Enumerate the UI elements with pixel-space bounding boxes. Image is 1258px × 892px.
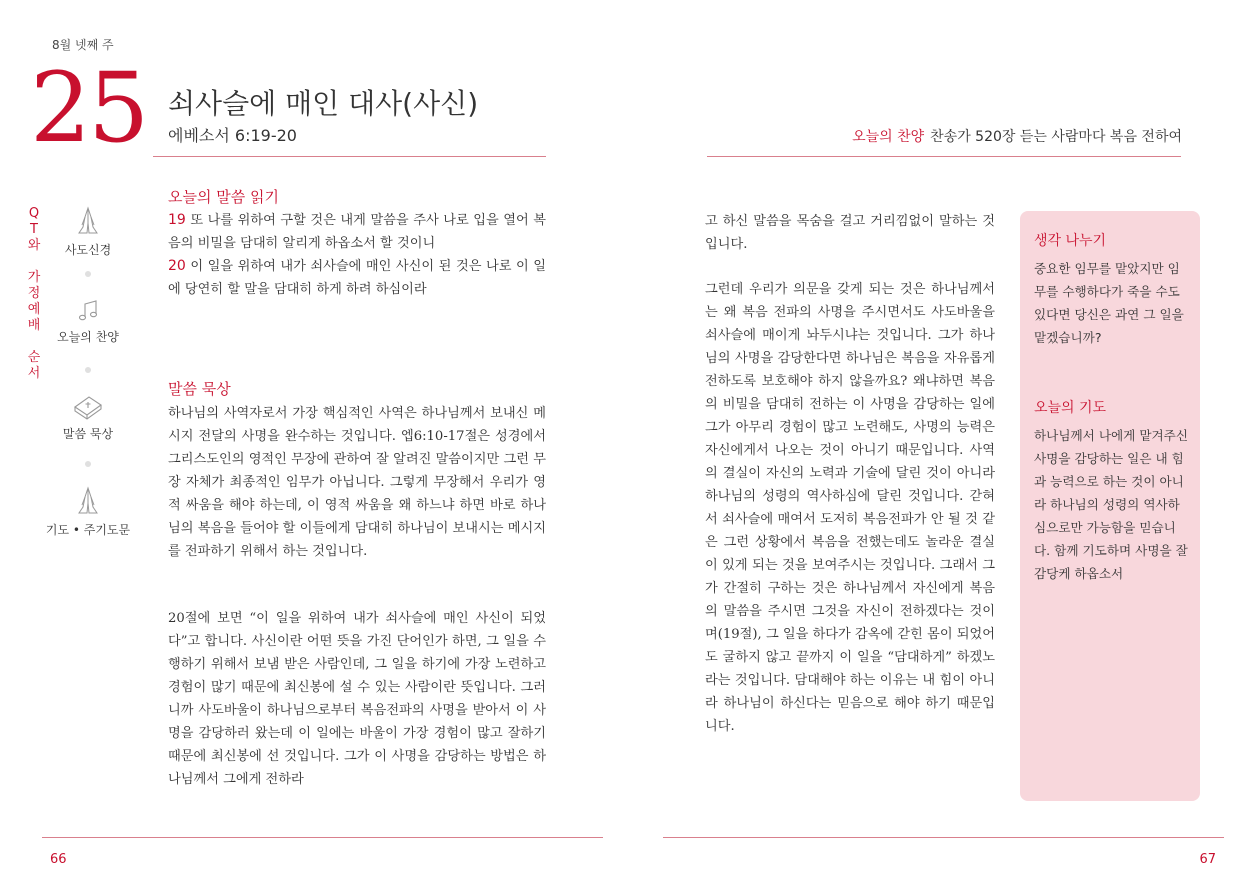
scripture-reference: 에베소서 6:19-20	[168, 126, 297, 145]
sidebar-item-label: 오늘의 찬양	[57, 330, 119, 344]
page-number: 66	[50, 852, 67, 867]
praise-text: 찬송가 520장 듣는 사람마다 복음 전하여	[930, 129, 1182, 145]
sidebar-item-label: 기도 • 주기도문	[45, 523, 131, 537]
prayer-heading: 오늘의 기도	[1034, 400, 1107, 416]
sidebar-dot	[85, 271, 91, 277]
verse-19	[168, 209, 546, 255]
week-label: 8월 넷째 주	[52, 38, 114, 52]
sidebar-item-meditation	[43, 393, 133, 442]
meditation-paragraph: 고 하신 말씀을 목숨을 걸고 거리낌없이 말하는 것입니다.	[705, 214, 995, 252]
sidebar-item-label: 사도신경	[64, 243, 112, 257]
footer-divider	[663, 837, 1224, 838]
page-number: 67	[1199, 852, 1216, 867]
praying-hands-icon	[73, 485, 103, 517]
sidebar-item-praise	[43, 298, 133, 345]
scripture-text	[168, 209, 546, 301]
sidebar-item-label: 말씀 묵상	[62, 427, 114, 441]
verse-number: 20	[168, 258, 186, 274]
page-title: 쇠사슬에 매인 대사(사신)	[168, 87, 479, 120]
sidebar-item-creed	[43, 205, 133, 258]
share-text: 중요한 임무를 맡았지만 임무를 수행하다가 죽을 수도 있다면 당신은 과연 그 일을 맡겠습니까?	[1034, 261, 1184, 345]
meditation-paragraph: 20절에 보면 “이 일을 위하여 내가 쇠사슬에 매인 사신이 되었다”고 합니다. 사신이란 어떤 뜻을 가진 단어인가 하면, 그 일을 수행하기 위해서 보냄 받은 사람인데, 그 일을 하기에 가장 노련하고 경험이 많기 때문에 최신봉에 설 수 있는 사람이란 뜻입니다. 그러니까 사도바울이 하나님으로부터 복음전파의 사명을 받아서 이 사명을 감당하러 왔는데 이 일에는 바울이 가장 경험이 많고 잘하기 때문에 최신봉에 선 것입니다. 그가 이 사명을 감당하는 방법은 하나님께서 그에게 전하라	[168, 611, 546, 787]
sidebar-item-prayer	[43, 485, 133, 538]
music-note-icon	[75, 298, 101, 324]
title-divider	[153, 156, 546, 157]
verse-number: 19	[168, 212, 186, 228]
meditation-paragraph: 그런데 우리가 의문을 갖게 되는 것은 하나님께서는 왜 복음 전파의 사명을 주시면서도 사도바울을 쇠사슬에 매이게 놔두시냐는 것입니다. 그가 하나님의 사명을 감당한다면 하나님은 복음을 자유롭게 전하도록 보호해야 하지 않을까요? 왜냐하면 복음의 비밀을 담대히 전하는 이 사명을 감당하는 일에 그가 아무리 경험이 많고 노련해도, 사명의 능력은 자신에게서 나오는 것이 아니기 때문입니다. 사역의 결실이 자신의 노력과 기술에 달린 것이 아니라 하나님의 성령의 역사하심에 달린 것입니다. 갇혀서 쇠사슬에 매여서 도저히 복음전파가 안 될 것 같은 그런 상황에서 복음을 전했는데도 놀라운 결실이 있게 되는 것을 보여주시는 것입니다. 그래서 그가 간절히 구하는 것은 하나님께서 자신에게 복음의 말씀을 주시면 그것을 자신이 전하겠다는 것이며(19절), 그 일을 하다가 감옥에 갇힌 몸이 되었어도 굴하지 않고 끝까지 이 일을 “담대하게” 하겠노라는 것입니다. 담대해야 하는 이유는 내 힘이 아니라 하나님이 하신다는 믿음으로 해야 하기 때문입니다.	[705, 282, 995, 734]
sidebar-dot	[85, 367, 91, 373]
praying-hands-icon	[73, 205, 103, 237]
praise-divider	[707, 156, 1181, 157]
share-heading: 생각 나누기	[1034, 233, 1107, 249]
prayer-text: 하나님께서 나에게 맡겨주신 사명을 감당하는 일은 내 힘과 능력으로 하는 것이 아니라 하나님의 성령의 역사하심으로만 가능함을 믿습니다. 함께 기도하며 사명을 잘 감당케 하옵소서	[1034, 428, 1188, 581]
sidebar-dot	[85, 461, 91, 467]
praise-line	[852, 126, 1182, 146]
day-number: 25	[30, 52, 147, 164]
footer-divider	[42, 837, 603, 838]
verse-text: 이 일을 위하여 내가 쇠사슬에 매인 사신이 된 것은 나로 이 일에 당연히 할 말을 담대히 하게 하려 하심이라	[168, 259, 546, 297]
verse-20	[168, 255, 546, 301]
praise-label: 오늘의 찬양	[852, 129, 925, 145]
bible-icon	[71, 393, 105, 421]
reading-heading: 오늘의 말씀 읽기	[168, 188, 279, 206]
meditation-paragraph: 하나님의 사역자로서 가장 핵심적인 사역은 하나님께서 보내신 메시지 전달의 사명을 완수하는 것입니다. 엡6:10-17절은 성경에서 그리스도인의 영적인 무장에 관하여 잘 알려진 말씀이지만 그런 무장 자체가 최종적인 임무가 아닙니다. 그렇게 무장해서 우리가 영적 싸움을 해야 하는데, 이 영적 싸움을 왜 하느냐 하면 바로 하나님의 복음을 들어야 할 이들에게 담대히 하나님이 보내시는 메시지를 전파하기 위해서 하는 것입니다.	[168, 406, 546, 559]
verse-text: 또 나를 위하여 구할 것은 내게 말씀을 주사 나로 입을 열어 복음의 비밀을 담대히 알리게 하옵소서 할 것이니	[168, 213, 546, 251]
vertical-label: Q T 와 가 정 예 배 순 서	[27, 206, 41, 381]
meditation-heading: 말씀 묵상	[168, 380, 231, 398]
